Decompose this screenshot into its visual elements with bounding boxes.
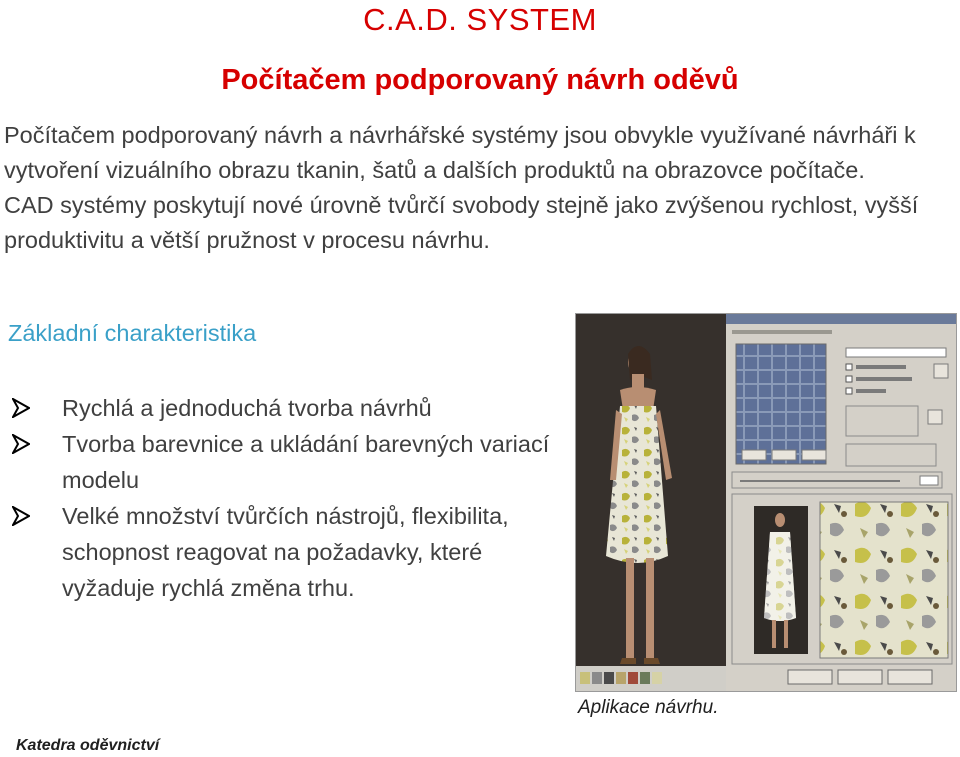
intro-paragraph-1: Počítačem podporovaný návrh a návrhářské systémy jsou obvykle využívané návrháři k vytvoření vizuálního obrazu tkanin, šatů a dalších produktů na obrazovce počítače.	[4, 122, 916, 183]
list-item	[8, 498, 563, 606]
slide-subtitle: Počítačem podporovaný návrh oděvů	[221, 64, 739, 96]
arrow-bullet-icon	[12, 434, 30, 454]
arrow-bullet-icon	[12, 398, 30, 418]
intro-text	[4, 118, 959, 258]
footer-department: Katedra oděvnictví	[16, 737, 160, 754]
image-caption: Aplikace návrhu.	[578, 697, 719, 718]
bullet-text: Tvorba barevnice a ukládání barevných variací modelu	[62, 431, 550, 493]
feature-list	[8, 390, 563, 606]
slide-title: C.A.D. SYSTEM	[363, 2, 597, 37]
intro-paragraph-2: CAD systémy poskytují nové úrovně tvůrčí svobody stejně jako zvýšenou rychlost, vyšší produktivitu a větší pružnost v procesu návrhu.	[4, 192, 919, 253]
list-item	[8, 390, 563, 426]
arrow-bullet-icon	[12, 506, 30, 526]
section-heading: Základní charakteristika	[8, 320, 257, 346]
bullet-text: Rychlá a jednoduchá tvorba návrhů	[62, 395, 432, 421]
cad-application-screenshot	[575, 313, 957, 692]
list-item	[8, 426, 563, 498]
bullet-text: Velké množství tvůrčích nástrojů, flexibilita, schopnost reagovat na požadavky, které vyžaduje rychlá změna trhu.	[62, 503, 509, 601]
cad-screenshot-illustration	[576, 314, 956, 691]
